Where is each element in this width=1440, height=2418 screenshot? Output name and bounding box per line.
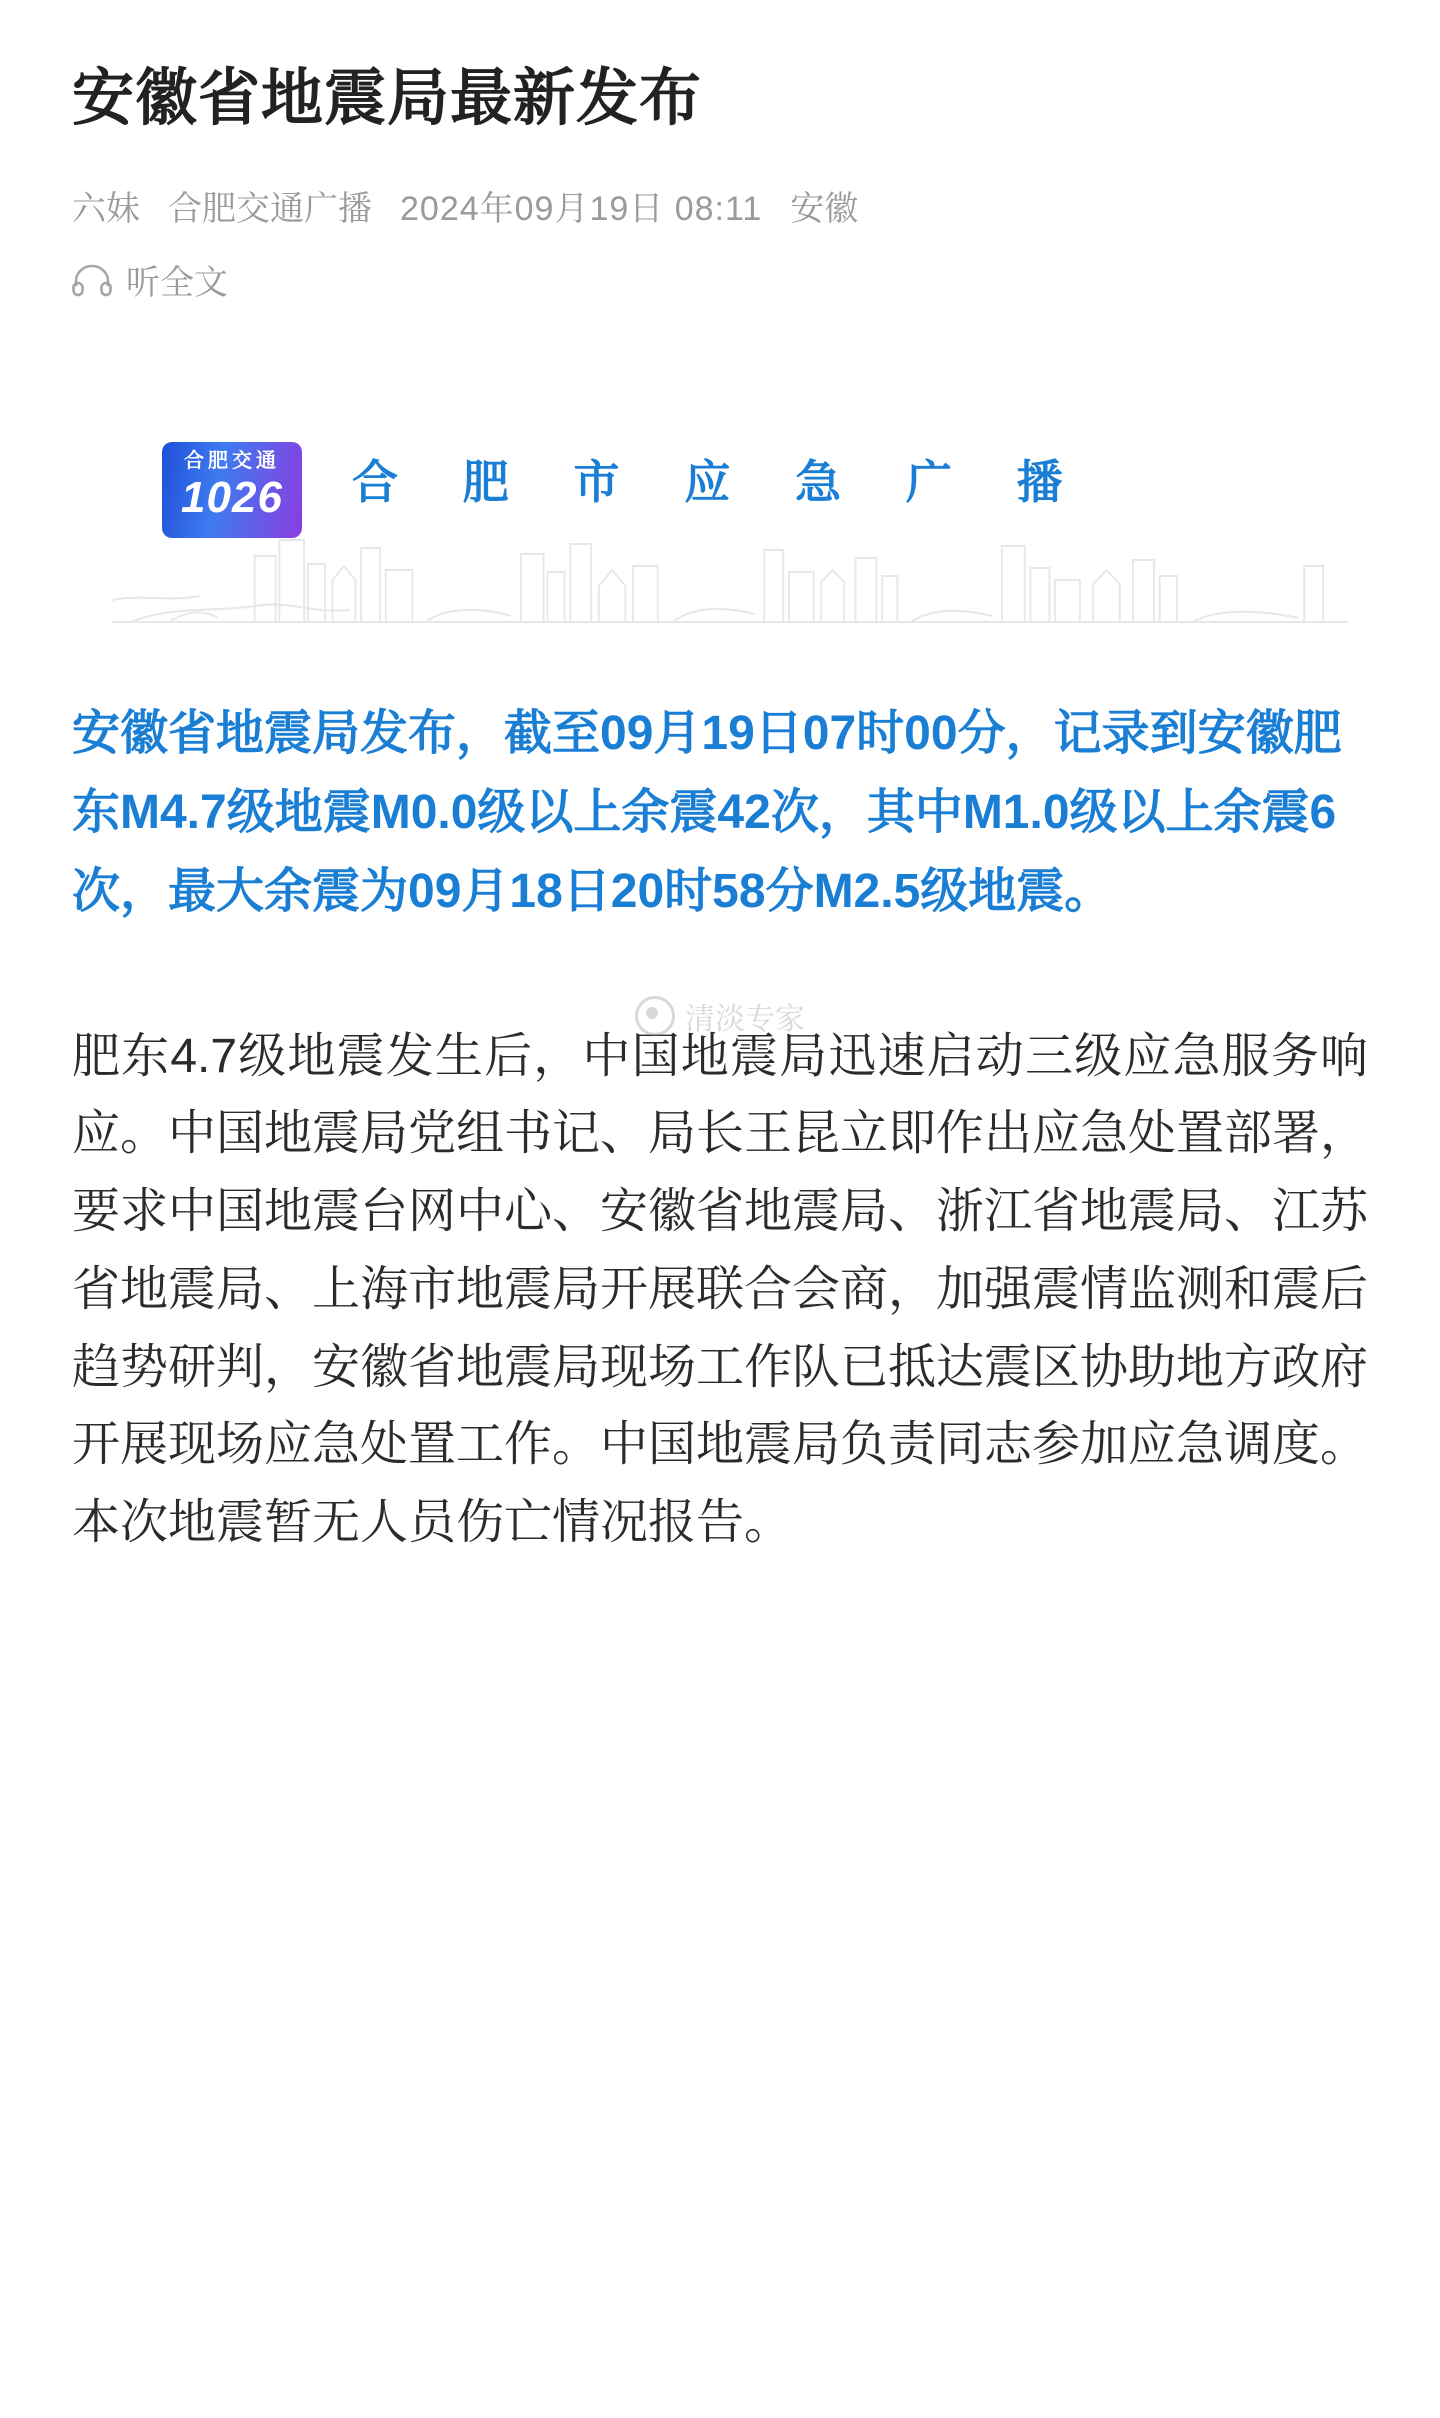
headphones-icon — [72, 263, 112, 297]
page-title: 安徽省地震局最新发布 — [72, 64, 703, 133]
radio-banner-image — [72, 424, 1368, 624]
skyline-illustration — [112, 510, 1348, 630]
lead-paragraph: 安徽省地震局发布，截至09月19日07时00分，记录到安徽肥东M4.7级地震M0.0级以上余震42次，其中M1.0级以上余震6次，最大余震为09月18日20时58分M2.5级地震。 — [72, 707, 1342, 919]
listen-full-text-button[interactable] — [72, 255, 1368, 304]
body-paragraph: 肥东4.7级地震发生后，中国地震局迅速启动三级应急服务响应。中国地震局党组书记、局长王昆立即作出应急处置部署，要求中国地震台网中心、安徽省地震局、浙江省地震局、江苏省地震局、上海市地震局开展联合会商，加强震情监测和震后趋势研判，安徽省地震局现场工作队已抵达震区协助地方政府开展现场应急处置工作。中国地震局负责同志参加应急调度。本次地震暂无人员伤亡情况报告。 — [72, 1029, 1369, 1550]
banner-title: 合 肥 市 应 急 广 播 — [352, 456, 1089, 509]
source-name[interactable]: 合肥交通广播 — [168, 189, 372, 228]
author-name[interactable]: 六妹 — [72, 189, 140, 228]
article-meta — [72, 186, 1368, 234]
listen-full-text-label: 听全文 — [126, 264, 228, 303]
watermark-text: 清淡专家 — [685, 1003, 805, 1037]
region-label: 安徽 — [790, 189, 859, 228]
article-body — [72, 694, 1368, 1562]
publish-datetime: 2024年09月19日 08:11 — [400, 189, 763, 228]
logo-top-text: 合肥交通 — [184, 450, 280, 473]
logo-frequency-number: 1026 — [181, 473, 283, 523]
